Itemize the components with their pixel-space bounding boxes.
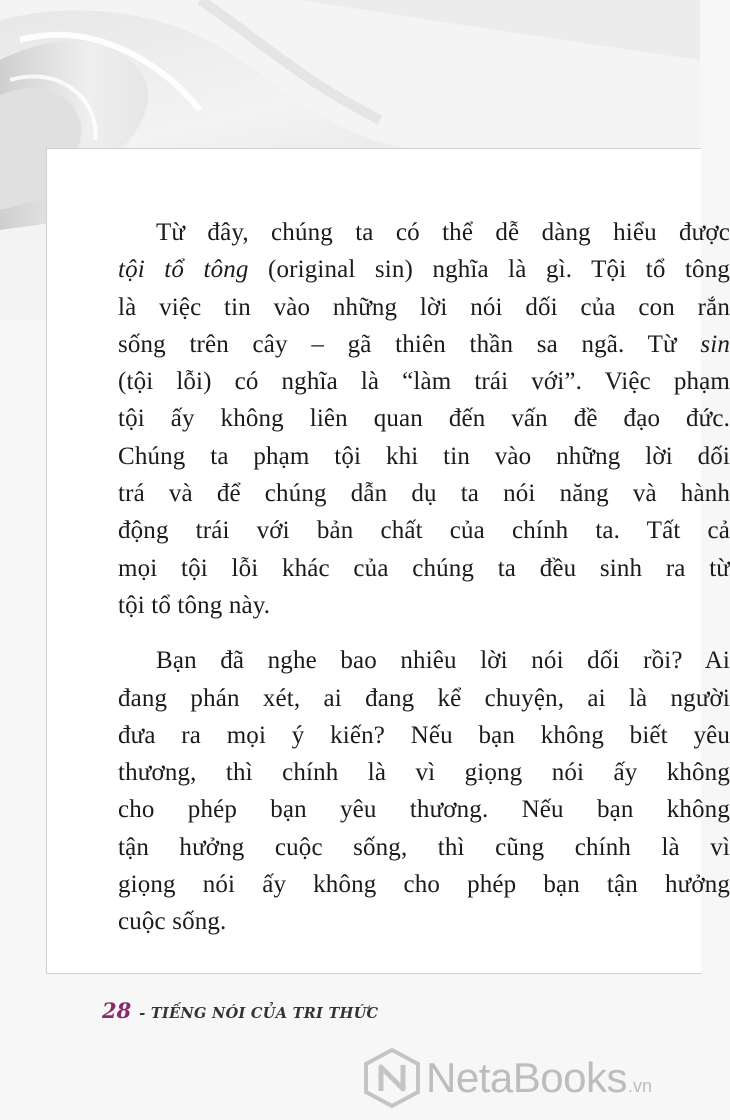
text-segment: (original sin) nghĩa là gì. Tội tổ tông <box>248 256 730 284</box>
watermark-suffix: .vn <box>627 1076 652 1096</box>
text-line <box>118 289 730 326</box>
text-line <box>118 680 730 717</box>
text-line <box>118 363 730 400</box>
italic-term: sin <box>700 330 730 358</box>
text-segment: động trái với bản chất của chính ta. Tất cả <box>118 517 730 545</box>
text-segment: cho phép bạn yêu thương. Nếu bạn không <box>118 796 730 824</box>
text-line <box>118 550 730 587</box>
text-segment: tận hưởng cuộc sống, thì cũng chính là vì <box>118 833 730 861</box>
text-segment: Chúng ta phạm tội khi tin vào những lời dối <box>118 442 730 470</box>
text-segment: thương, thì chính là vì giọng nói ấy không <box>118 759 730 787</box>
text-segment: là việc tin vào những lời nói dối của con rắn <box>118 293 730 321</box>
netabooks-logo-icon <box>362 1047 422 1109</box>
text-line <box>118 214 730 251</box>
text-line <box>118 754 730 791</box>
text-line <box>118 642 730 679</box>
text-segment: Từ đây, chúng ta có thể dễ dàng hiểu được <box>156 219 730 246</box>
text-segment: Bạn đã nghe bao nhiêu lời nói dối rồi? Ai <box>156 647 730 675</box>
body-text <box>118 214 730 941</box>
paragraph <box>118 642 730 940</box>
text-line <box>118 475 730 512</box>
text-segment: đưa ra mọi ý kiến? Nếu bạn không biết yêu <box>118 721 730 749</box>
text-segment: tội ấy không liên quan đến vấn đề đạo đức. <box>118 405 730 433</box>
text-line <box>118 587 730 624</box>
text-segment: giọng nói ấy không cho phép bạn tận hưởng <box>118 871 730 899</box>
page-number: 28 <box>102 998 132 1023</box>
text-segment: cuộc sống. <box>118 908 227 936</box>
text-segment: tội tổ tông này. <box>118 591 271 619</box>
text-segment: mọi tội lỗi khác của chúng ta đều sinh ra từ <box>118 554 730 582</box>
text-line <box>118 326 730 363</box>
text-segment: sống trên cây – gã thiên thần sa ngã. Từ <box>118 330 701 358</box>
text-segment: trá và để chúng dẫn dụ ta nói năng và hành <box>118 480 730 508</box>
text-line <box>118 791 730 828</box>
watermark-brand: NetaBooks <box>426 1053 627 1101</box>
text-segment: đang phán xét, ai đang kể chuyện, ai là người <box>118 684 730 712</box>
page-footer <box>102 998 378 1023</box>
text-line <box>118 512 730 549</box>
text-line <box>118 903 730 940</box>
text-line <box>118 438 730 475</box>
text-segment: (tội lỗi) có nghĩa là “làm trái với”. Việc phạm <box>118 368 730 396</box>
text-line <box>118 829 730 866</box>
text-line <box>118 251 730 288</box>
running-title: - TIẾNG NÓI CỦA TRI THỨC <box>139 1005 379 1022</box>
text-line <box>118 866 730 903</box>
italic-term: tội tổ tông <box>118 256 249 284</box>
text-line <box>118 400 730 437</box>
paragraph <box>118 214 730 624</box>
watermark-logo <box>362 1040 702 1115</box>
text-line <box>118 717 730 754</box>
